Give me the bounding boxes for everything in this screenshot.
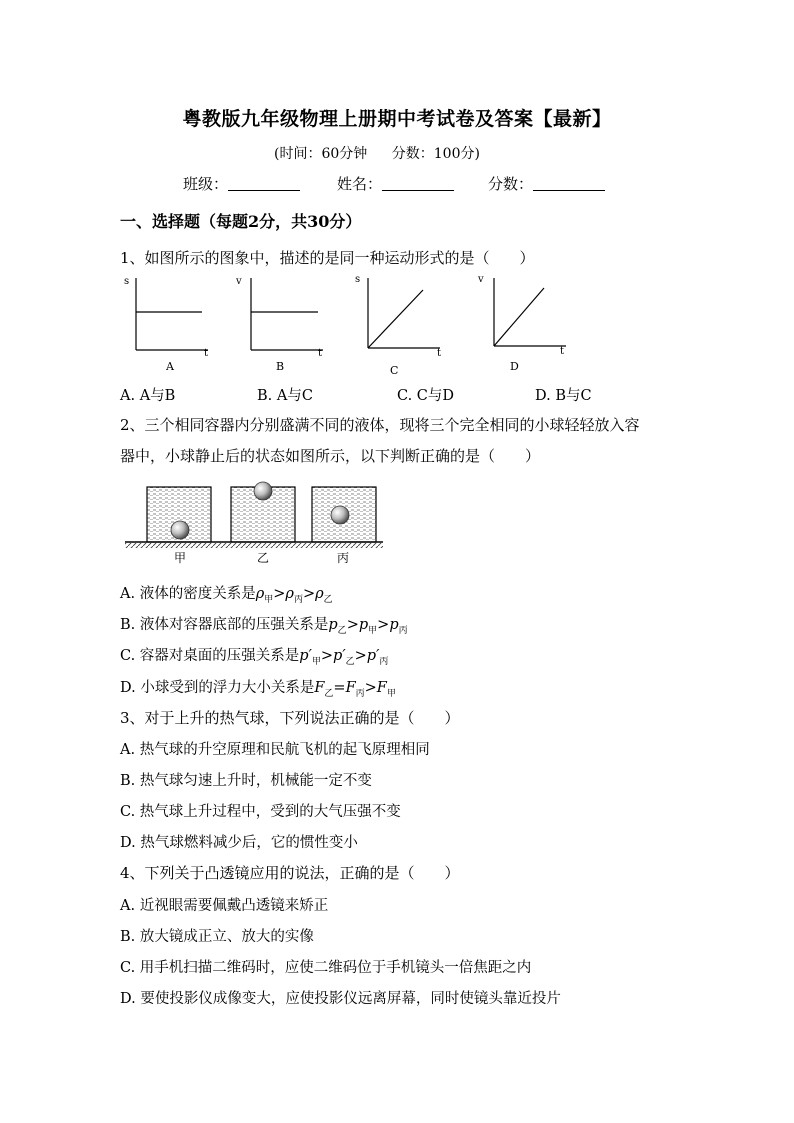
name-label: 姓名： bbox=[337, 175, 383, 193]
q1-option-a[interactable]: A. A与B bbox=[120, 388, 176, 404]
graph-c-caption: C bbox=[390, 364, 399, 377]
q2-containers-figure bbox=[123, 476, 385, 568]
container-yi bbox=[231, 482, 295, 542]
page-title: 粤教版九年级物理上册期中考试卷及答案【最新】 bbox=[182, 108, 612, 130]
score-blank[interactable] bbox=[533, 176, 605, 191]
label-yi: 乙 bbox=[257, 551, 270, 565]
graph-c-y-label: s bbox=[355, 274, 361, 285]
table-surface bbox=[125, 543, 383, 548]
q3-option-d[interactable]: D. 热气球燃料减少后，它的惯性变小 bbox=[120, 835, 358, 851]
q4-option-b[interactable]: B. 放大镜成正立、放大的实像 bbox=[120, 929, 314, 945]
class-field bbox=[183, 173, 300, 194]
q1-option-c[interactable]: C. C与D bbox=[397, 388, 455, 404]
class-blank[interactable] bbox=[228, 176, 300, 191]
graph-b-x-label: t bbox=[318, 348, 323, 359]
graph-c-x-label: t bbox=[437, 348, 442, 359]
container-jia bbox=[147, 487, 211, 542]
container-bing bbox=[312, 487, 376, 542]
graph-a-y-label: s bbox=[124, 276, 130, 287]
ball-jia bbox=[171, 521, 189, 539]
label-bing: 丙 bbox=[337, 551, 350, 565]
q4-option-d[interactable]: D. 要使投影仪成像变大，应使投影仪远离屏幕，同时使镜头靠近投片 bbox=[120, 991, 561, 1007]
graph-b-caption: B bbox=[276, 360, 285, 373]
score-field bbox=[488, 173, 605, 194]
graph-a-x-label: t bbox=[204, 348, 209, 359]
score-label: 分数： bbox=[488, 175, 534, 193]
q4-option-c[interactable]: C. 用手机扫描二维码时，应使二维码位于手机镜头一倍焦距之内 bbox=[120, 960, 532, 976]
q1-option-d[interactable]: D. B与C bbox=[535, 388, 592, 404]
q2-stem-line1: 2、三个相同容器内分别盛满不同的液体，现将三个完全相同的小球轻轻放入容 bbox=[120, 416, 640, 434]
name-field bbox=[337, 173, 454, 194]
q1-option-b[interactable]: B. A与C bbox=[257, 388, 313, 404]
time-limit: (时间：60分钟 bbox=[274, 146, 368, 162]
graph-d-y-label: v bbox=[478, 274, 484, 285]
q2-option-d[interactable]: D. 小球受到的浮力大小关系是$F_乙=F_丙>F_甲$ bbox=[120, 680, 396, 699]
class-label: 班级： bbox=[183, 175, 229, 193]
q3-option-a[interactable]: A. 热气球的升空原理和民航飞机的起飞原理相同 bbox=[120, 742, 430, 758]
graph-d-x-label: t bbox=[560, 346, 565, 357]
ball-bing bbox=[331, 506, 349, 524]
name-blank[interactable] bbox=[382, 176, 454, 191]
q3-stem: 3、对于上升的热气球，下列说法正确的是（ ） bbox=[120, 709, 460, 727]
label-jia: 甲 bbox=[174, 551, 187, 565]
exam-meta bbox=[0, 143, 754, 163]
total-score: 分数：100分) bbox=[391, 146, 480, 162]
q4-option-a[interactable]: A. 近视眼需要佩戴凸透镜来矫正 bbox=[120, 898, 329, 914]
q2-option-a[interactable]: A. 液体的密度关系是$\rho_甲>\rho_丙>\rho_乙$ bbox=[120, 586, 333, 605]
q2-stem-line2: 器中，小球静止后的状态如图所示，以下判断正确的是（ ） bbox=[120, 447, 541, 465]
q1-graphs bbox=[118, 270, 578, 380]
graph-d-caption: D bbox=[510, 360, 519, 373]
graph-a-caption: A bbox=[166, 360, 174, 373]
q3-option-b[interactable]: B. 热气球匀速上升时，机械能一定不变 bbox=[120, 773, 372, 789]
q4-stem: 4、下列关于凸透镜应用的说法，正确的是（ ） bbox=[120, 864, 460, 882]
q2-option-c[interactable]: C. 容器对桌面的压强关系是$p'_甲>p'_乙>p'_丙$ bbox=[120, 648, 389, 667]
q3-option-c[interactable]: C. 热气球上升过程中，受到的大气压强不变 bbox=[120, 804, 401, 820]
ball-yi bbox=[254, 482, 272, 500]
graph-b-y-label: v bbox=[236, 276, 242, 287]
q2-option-b[interactable]: B. 液体对容器底部的压强关系是$p_乙>p_甲>p_丙$ bbox=[120, 617, 408, 636]
section-heading: 一、选择题（每题2分，共30分） bbox=[120, 212, 362, 231]
q1-stem: 1、如图所示的图象中，描述的是同一种运动形式的是（ ） bbox=[120, 249, 535, 267]
